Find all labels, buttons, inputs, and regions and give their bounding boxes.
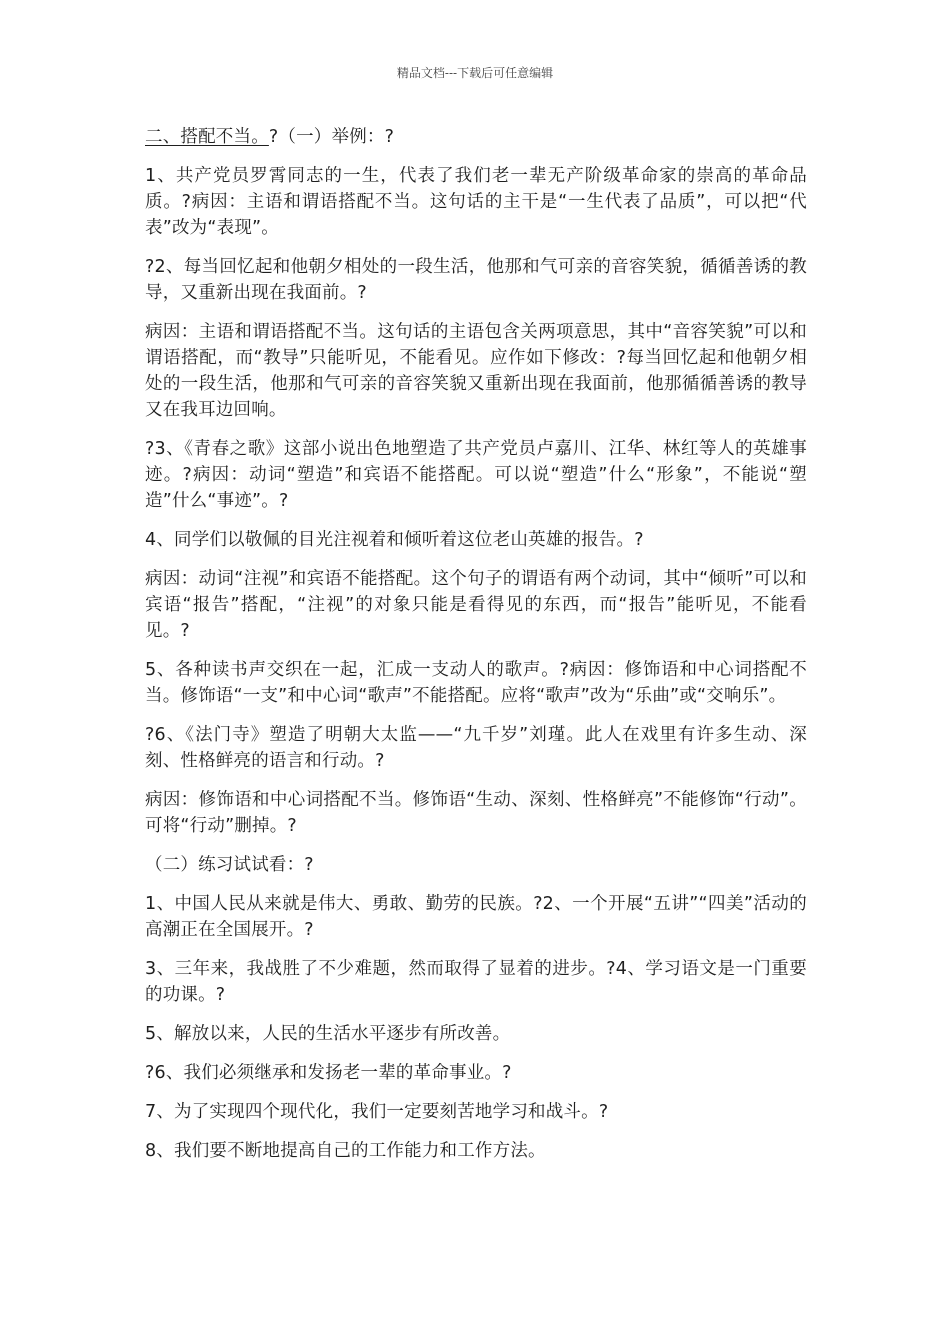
paragraph: ?6、《法门寺》塑造了明朝大太监——“九千岁”刘瑾。此人在戏里有许多生动、深刻、性格鲜亮的语言和行动。? [145, 725, 807, 771]
paragraph: 病因：修饰语和中心词搭配不当。修饰语“生动、深刻、性格鲜亮”不能修饰“行动”。可将“行动”删掉。? [145, 790, 807, 836]
paragraph: 1、中国人民从来就是伟大、勇敢、勤劳的民族。?2、一个开展“五讲”“四美”活动的高潮正在全国展开。? [145, 894, 807, 940]
practice-heading: （二）练习试试看：? [145, 855, 314, 875]
paragraph: 1、共产党员罗霄同志的一生，代表了我们老一辈无产阶级革命家的崇高的革命品质。?病因：主语和谓语搭配不当。这句话的主干是“一生代表了品质”，可以把“代表”改为“表现”。 [145, 166, 807, 238]
paragraph: 5、解放以来，人民的生活水平逐步有所改善。 [145, 1024, 511, 1044]
paragraph: ?2、每当回忆起和他朝夕相处的一段生活，他那和气可亲的音容笑貌，循循善诱的教导，又重新出现在我面前。? [145, 257, 807, 303]
section-title: 二、搭配不当。 [145, 127, 269, 147]
paragraph: 8、我们要不断地提高自己的工作能力和工作方法。 [145, 1141, 546, 1161]
document-body [145, 124, 807, 1177]
paragraph: 5、各种读书声交织在一起，汇成一支动人的歌声。?病因：修饰语和中心词搭配不当。修饰语“一支”和中心词“歌声”不能搭配。应将“歌声”改为“乐曲”或“交响乐”。 [145, 660, 807, 706]
paragraph: ?3、《青春之歌》这部小说出色地塑造了共产党员卢嘉川、江华、林红等人的英雄事迹。?病因：动词“塑造”和宾语不能搭配。可以说“塑造”什么“形象”，不能说“塑造”什么“事迹”。? [145, 439, 807, 511]
paragraph: ?6、我们必须继承和发扬老一辈的革命事业。? [145, 1063, 512, 1083]
section-heading [145, 124, 807, 150]
paragraph: 4、同学们以敬佩的目光注视着和倾听着这位老山英雄的报告。? [145, 530, 644, 550]
header-watermark: 精品文档---下载后可任意编辑 [396, 66, 554, 80]
paragraph: 病因：主语和谓语搭配不当。这句话的主语包含关两项意思，其中“音容笑貌”可以和谓语搭配，而“教导”只能听见，不能看见。应作如下修改：?每当回忆起和他朝夕相处的一段生活，他那和气可亲的音容笑貌又重新出现在我面前，他那循循善诱的教导又在我耳边回响。 [145, 322, 807, 420]
section-subtitle: ?（一）举例：? [268, 127, 395, 147]
paragraph: 3、三年来，我战胜了不少难题，然而取得了显着的进步。?4、学习语文是一门重要的功课。? [145, 959, 807, 1005]
paragraph: 病因：动词“注视”和宾语不能搭配。这个句子的谓语有两个动词，其中“倾听”可以和宾语“报告”搭配，“注视”的对象只能是看得见的东西，而“报告”能听见，不能看见。? [145, 569, 807, 641]
paragraph: 7、为了实现四个现代化，我们一定要刻苦地学习和战斗。? [145, 1102, 609, 1122]
